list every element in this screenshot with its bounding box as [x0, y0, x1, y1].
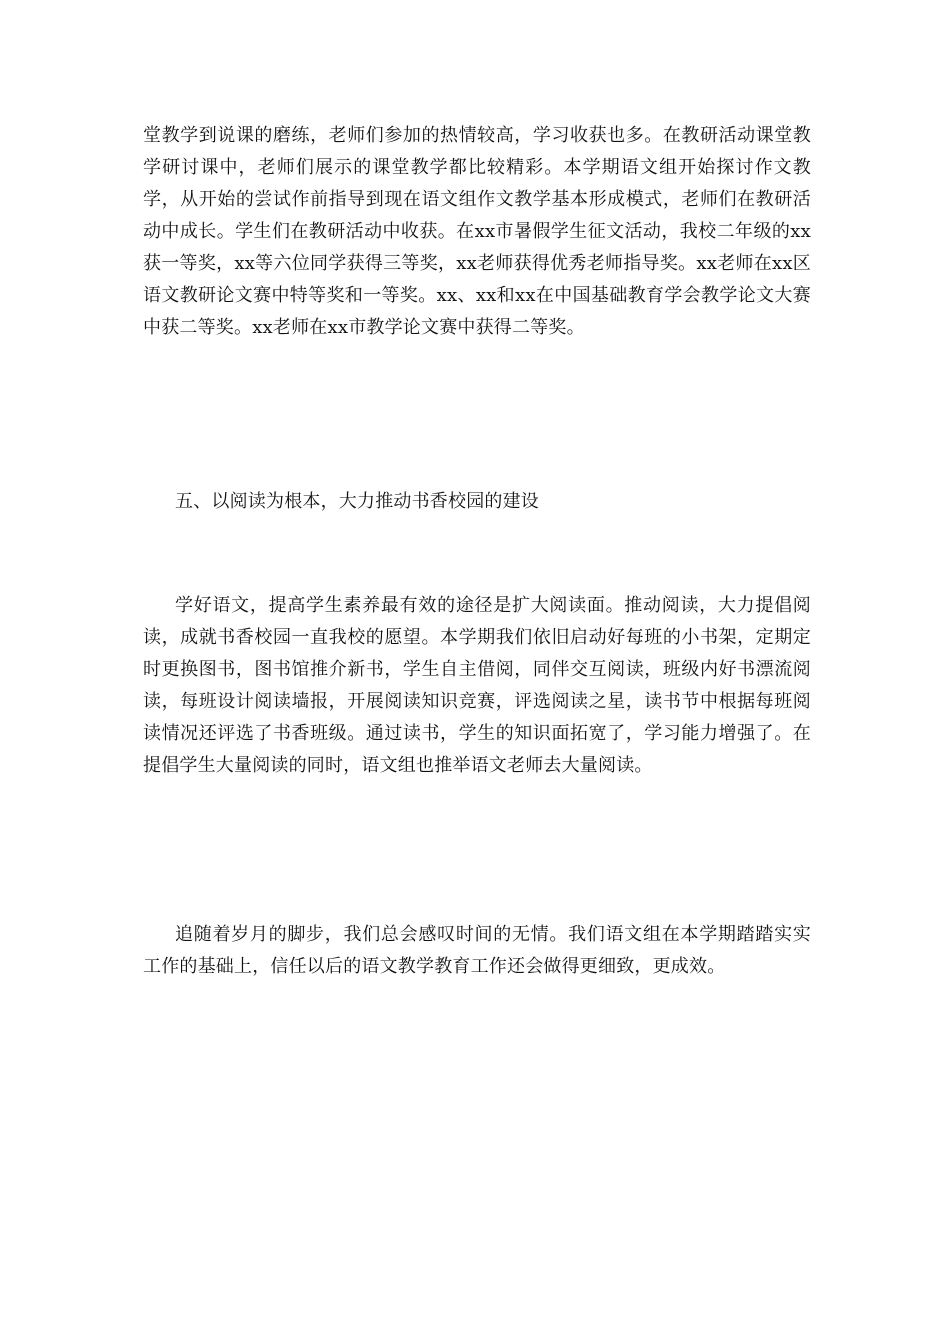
body-paragraph-reading: 学好语文，提高学生素养最有效的途径是扩大阅读面。推动阅读，大力提倡阅读，成就书香校园一直我校的愿望。本学期我们依旧启动好每班的小书架，定期定时更换图书，图书馆推介新书，学生自主借阅，同伴交互阅读，班级内好书漂流阅读，每班设计阅读墙报，开展阅读知识竞赛，评选阅读之星，读书节中根据每班阅读情况还评选了书香班级。通过读书，学生的知识面拓宽了，学习能力增强了。在提倡学生大量阅读的同时，语文组也推举语文老师去大量阅读。 — [143, 595, 811, 776]
section-heading-reading: 五、以阅读为根本，大力推动书香校园的建设 — [175, 491, 539, 512]
body-paragraph-conclusion: 追随着岁月的脚步，我们总会感叹时间的无情。我们语文组在本学期踏踏实实工作的基础上，信任以后的语文教学教育工作还会做得更细致，更成效。 — [143, 924, 811, 977]
body-paragraph-teaching-research: 堂教学到说课的磨练，老师们参加的热情较高，学习收获也多。在教研活动课堂教学研讨课中，老师们展示的课堂教学都比较精彩。本学期语文组开始探讨作文教学，从开始的尝试作前指导到现在语文组作文教学基本形成模式，老师们在教研活动中成长。学生们在教研活动中收获。在xx市暑假学生征文活动，我校二年级的xx获一等奖，xx等六位同学获得三等奖，xx老师获得优秀老师指导奖。xx老师在xx区语文教研论文赛中特等奖和一等奖。xx、xx和xx在中国基础教育学会教学论文大赛中获二等奖。xx老师在xx市教学论文赛中获得二等奖。 — [143, 125, 811, 338]
